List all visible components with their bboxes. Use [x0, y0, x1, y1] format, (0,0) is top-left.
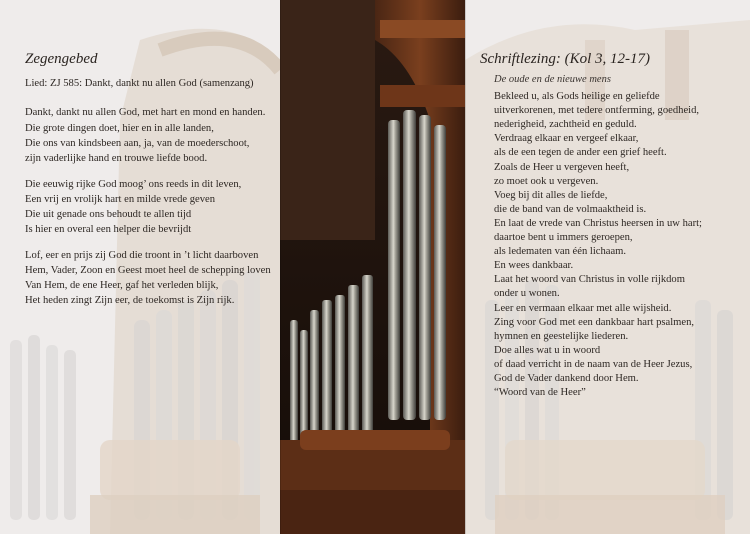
left-panel — [0, 0, 280, 534]
reading-line: Bekleed u, als Gods heilige en geliefde — [494, 91, 660, 102]
stanza-1-line-4: zijn vaderlijke hand en trouwe liefde bood. — [25, 153, 208, 164]
reading-line: als ledematen van één lichaam. — [494, 246, 627, 258]
reading-line: En wees dankbaar. — [494, 260, 574, 272]
fold-line-left — [280, 0, 281, 534]
reading-line: En laat de vrede van Christus heersen in uw hart; — [494, 217, 702, 229]
song-line: Lied: ZJ 585: Dankt, dankt nu allen God (samenzang) — [25, 78, 254, 89]
stanza-2-line-2: Een vrij en vrolijk hart en milde vrede geven — [25, 194, 216, 205]
reading-line: uitverkorenen, met tedere ontferming, goedheid, — [494, 105, 700, 117]
reading-line: zo moet ook u vergeven. — [494, 175, 599, 187]
middle-panel — [280, 0, 465, 534]
reading-line: Laat het woord van Christus in volle rijkdom — [494, 274, 685, 286]
reading-line: daartoe bent u immers geroepen, — [494, 232, 633, 243]
reading-line: Zing voor God met een dankbaar hart psalmen, — [494, 316, 695, 328]
stanza-2-line-3: Die uit genade ons behoudt te allen tijd — [25, 209, 192, 220]
reading-line: Zoals de Heer u vergeven heeft, — [494, 161, 630, 173]
right-title: Schriftlezing: (Kol 3, 12-17) — [480, 51, 650, 67]
reading-line: God de Vader dankend door Hem. — [494, 373, 639, 384]
reading-line: “Woord van de Heer” — [494, 387, 586, 399]
stanza-1-line-1: Dankt, dankt nu allen God, met hart en mond en handen. — [25, 107, 266, 118]
left-text-block — [0, 0, 280, 534]
stanza-3-line-2: Hem, Vader, Zoon en Geest moet heel de schepping loven — [25, 265, 271, 276]
right-text-block — [465, 0, 750, 534]
reading-line: hymnen en geestelijke liederen. — [494, 330, 629, 342]
reading-line: als de een tegen de ander een grief heeft. — [494, 147, 667, 159]
stanza-1-line-2: Die grote dingen doet, hier en in alle landen, — [25, 123, 214, 134]
stanza-1-line-3: Die ons van kindsbeen aan, ja, van de moederschoot, — [25, 138, 250, 149]
fold-line-right — [465, 0, 466, 534]
reading-line: Verdraag elkaar en vergeef elkaar, — [494, 133, 639, 145]
stanza-3-line-4: Het heden zingt Zijn eer, de toekomst is Zijn rijk. — [25, 295, 235, 306]
reading-line: die de band van de volmaaktheid is. — [494, 203, 647, 215]
right-subtitle: De oude en de nieuwe mens — [494, 74, 611, 85]
stanza-3-line-3: Van Hem, de ene Heer, gaf het verleden blijk, — [25, 280, 219, 291]
reading-line: of daad verricht in de naam van de Heer Jezus, — [494, 358, 693, 370]
stanza-3-line-1: Lof, eer en prijs zij God die troont in ’t licht daarboven — [25, 250, 259, 261]
reading-line: onder u wonen. — [494, 288, 560, 300]
reading-line: Leer en vermaan elkaar met alle wijsheid. — [494, 302, 672, 314]
stanza-2-line-4: Is hier en overal een helper die bevrijdt — [25, 224, 192, 235]
organ-photo — [280, 0, 465, 534]
right-panel — [465, 0, 750, 534]
reading-line: Voeg bij dit alles de liefde, — [494, 189, 608, 201]
reading-line: nederigheid, zachtheid en geduld. — [494, 119, 637, 131]
reading-line: Doe alles wat u in woord — [494, 344, 601, 356]
stanza-2-line-1: Die eeuwig rijke God moog’ ons reeds in dit leven, — [25, 179, 242, 190]
left-title: Zegengebed — [25, 51, 98, 67]
